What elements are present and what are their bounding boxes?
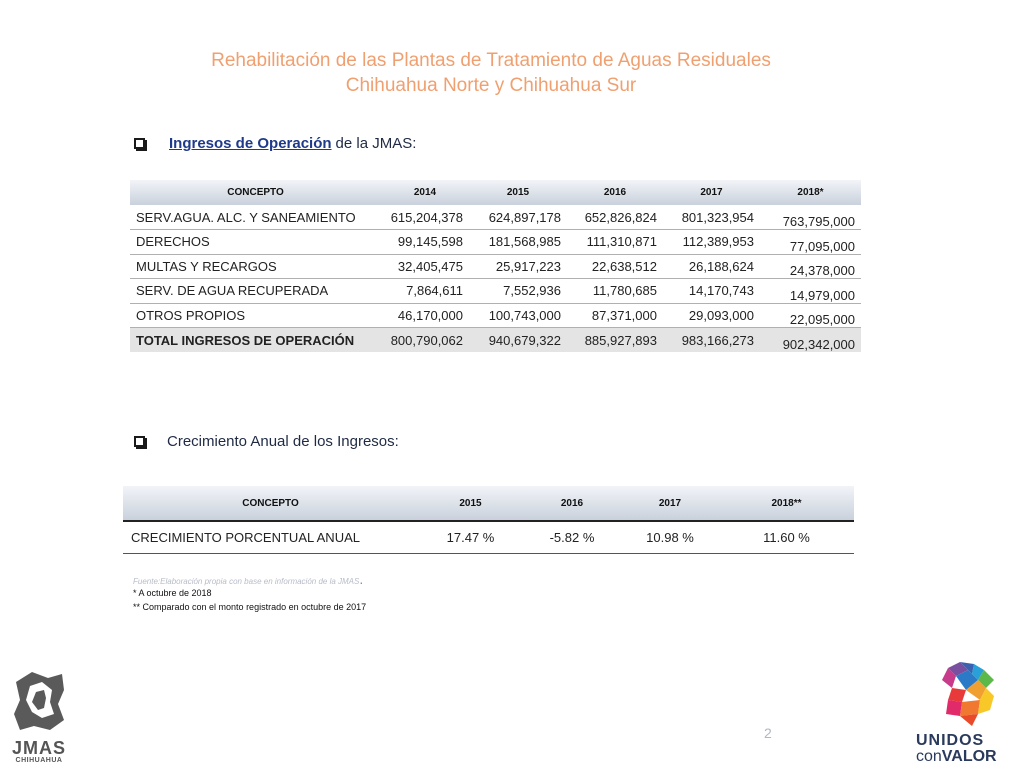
table-cell: 99,145,598 bbox=[381, 230, 469, 255]
table-cell: 100,743,000 bbox=[469, 303, 567, 328]
table-cell: 801,323,954 bbox=[663, 205, 760, 230]
jmas-logo bbox=[8, 668, 70, 764]
section-annual-growth-text: Crecimiento Anual de los Ingresos: bbox=[167, 433, 399, 450]
table-cell: 652,826,824 bbox=[567, 205, 663, 230]
column-header: 2018** bbox=[719, 486, 854, 521]
table-cell: 181,568,985 bbox=[469, 230, 567, 255]
table-cell-total-label: TOTAL INGRESOS DE OPERACIÓN bbox=[130, 328, 381, 353]
jmas-logo-sub: CHIHUAHUA bbox=[15, 757, 63, 764]
table-cell: 11,780,685 bbox=[567, 279, 663, 304]
title-line-1: Rehabilitación de las Plantas de Tratamiento de Aguas Residuales bbox=[211, 50, 771, 71]
table-row bbox=[130, 205, 861, 230]
column-header: 2017 bbox=[621, 486, 719, 521]
title-line-2: Chihuahua Norte y Chihuahua Sur bbox=[345, 75, 637, 96]
column-header: CONCEPTO bbox=[123, 486, 418, 521]
table-cell: 24,378,000 bbox=[760, 254, 861, 279]
table-cell: 22,095,000 bbox=[760, 303, 861, 328]
table-cell: 14,979,000 bbox=[760, 279, 861, 304]
table-cell: 26,188,624 bbox=[663, 254, 760, 279]
table-row bbox=[130, 230, 861, 255]
table-cell: 615,204,378 bbox=[381, 205, 469, 230]
column-header: 2015 bbox=[418, 486, 523, 521]
annual-growth-table bbox=[123, 486, 854, 554]
table-cell: 32,405,475 bbox=[381, 254, 469, 279]
table-cell: 624,897,178 bbox=[469, 205, 567, 230]
table-header-row bbox=[123, 486, 854, 521]
jmas-emblem-icon bbox=[10, 668, 68, 734]
footnote: ** Comparado con el monto registrado en octubre de 2017 bbox=[133, 602, 367, 612]
checkbox-bullet-icon bbox=[134, 436, 145, 447]
table-cell: 763,795,000 bbox=[760, 205, 861, 230]
chihuahua-mosaic-icon bbox=[938, 660, 998, 728]
unidos-word: UNIDOS bbox=[916, 732, 985, 749]
table-cell: 87,371,000 bbox=[567, 303, 663, 328]
column-header: 2017 bbox=[663, 180, 760, 205]
table-cell: 800,790,062 bbox=[381, 328, 469, 353]
table-row bbox=[130, 254, 861, 279]
valor-word: VALOR bbox=[941, 748, 997, 765]
column-header: 2015 bbox=[469, 180, 567, 205]
unidos-con-valor-logo bbox=[916, 660, 1022, 765]
table-cell: 885,927,893 bbox=[567, 328, 663, 353]
jmas-logo-word: JMAS bbox=[11, 738, 66, 758]
column-header: 2018* bbox=[760, 180, 861, 205]
operating-income-table bbox=[130, 180, 861, 352]
table-row bbox=[130, 279, 861, 304]
column-header: 2016 bbox=[523, 486, 621, 521]
con-word: con bbox=[916, 748, 942, 765]
table-row bbox=[123, 521, 854, 553]
con-valor-word bbox=[916, 749, 1022, 765]
source-dot: . bbox=[359, 571, 364, 587]
table-cell-concept: SERV. DE AGUA RECUPERADA bbox=[130, 279, 381, 304]
table-row bbox=[130, 303, 861, 328]
table-cell: 77,095,000 bbox=[760, 230, 861, 255]
section-operating-income-strong: Ingresos de Operación bbox=[169, 135, 332, 152]
table-header-row bbox=[130, 180, 861, 205]
table-cell: 983,166,273 bbox=[663, 328, 760, 353]
column-header: 2016 bbox=[567, 180, 663, 205]
column-header: CONCEPTO bbox=[130, 180, 381, 205]
table-cell: 25,917,223 bbox=[469, 254, 567, 279]
table-cell: 29,093,000 bbox=[663, 303, 760, 328]
table-cell: 14,170,743 bbox=[663, 279, 760, 304]
table-cell: -5.82 % bbox=[523, 521, 621, 553]
section-annual-growth bbox=[134, 433, 399, 450]
table-cell: 22,638,512 bbox=[567, 254, 663, 279]
footnote: * A octubre de 2018 bbox=[133, 588, 212, 598]
table-cell-concept: OTROS PROPIOS bbox=[130, 303, 381, 328]
table-cell: 17.47 % bbox=[418, 521, 523, 553]
table-cell: 46,170,000 bbox=[381, 303, 469, 328]
slide-title bbox=[0, 48, 982, 98]
table-cell: 7,552,936 bbox=[469, 279, 567, 304]
table-cell: 112,389,953 bbox=[663, 230, 760, 255]
checkbox-bullet-icon bbox=[134, 138, 145, 149]
section-operating-income bbox=[134, 135, 416, 152]
table-total-row bbox=[130, 328, 861, 353]
table-cell-concept: MULTAS Y RECARGOS bbox=[130, 254, 381, 279]
table-cell-concept: DERECHOS bbox=[130, 230, 381, 255]
column-header: 2014 bbox=[381, 180, 469, 205]
source-note bbox=[133, 571, 363, 587]
table-cell: 11.60 % bbox=[719, 521, 854, 553]
table-cell: 111,310,871 bbox=[567, 230, 663, 255]
table-cell-concept: SERV.AGUA. ALC. Y SANEAMIENTO bbox=[130, 205, 381, 230]
section-operating-income-rest: de la JMAS: bbox=[335, 135, 417, 152]
table-cell-concept: CRECIMIENTO PORCENTUAL ANUAL bbox=[123, 521, 418, 553]
source-text: Fuente:Elaboración propia con base en información de la JMAS bbox=[133, 577, 360, 586]
table-cell: 940,679,322 bbox=[469, 328, 567, 353]
table-cell: 10.98 % bbox=[621, 521, 719, 553]
page-number: 2 bbox=[764, 725, 772, 741]
table-cell: 7,864,611 bbox=[381, 279, 469, 304]
table-cell: 902,342,000 bbox=[760, 328, 861, 353]
